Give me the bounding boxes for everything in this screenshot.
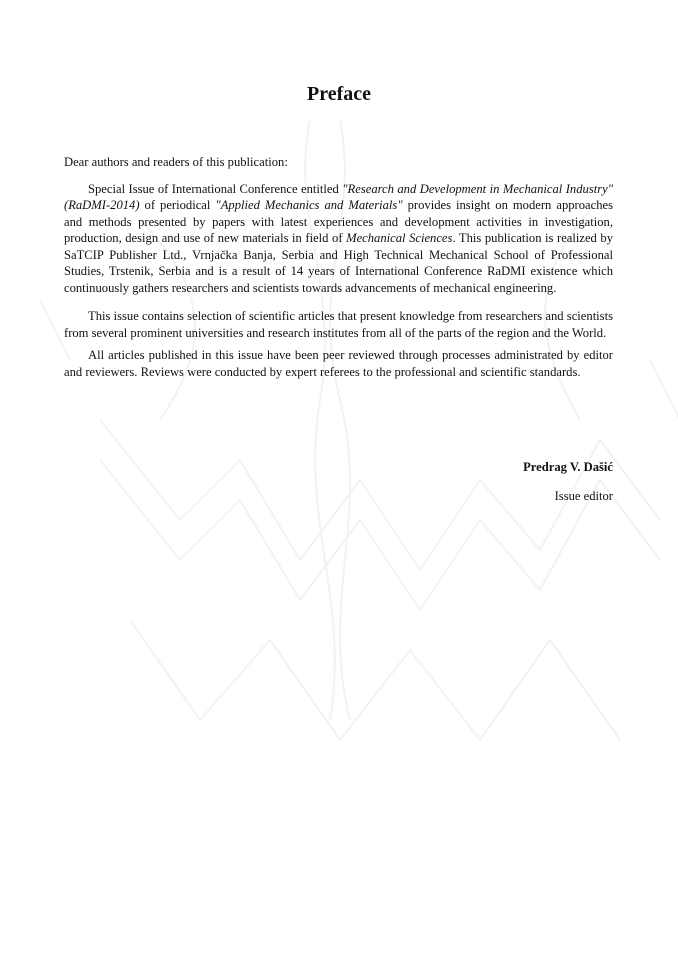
- paragraph-3: All articles published in this issue have been peer reviewed through processes administrated by editor and reviewers. Reviews were conducted by expert referees to the professional and scientific standards.: [64, 348, 613, 379]
- field-name: Mechanical Sciences: [346, 231, 453, 245]
- paragraph-2: This issue contains selection of scientific articles that present knowledge from researchers and scientists from several prominent universities and research institutes from all of the parts of the region and the World.: [64, 309, 613, 340]
- paragraph-1-text-d: . This publication is realized by SaTCIP Publisher Ltd., Vrnjačka Banja, Serbia and High Technical Mechanical School of Professional Studies, Trstenik, Serbia and is a result of 14 years of International Conference RaDMI existence which continuously gathers researchers and scientists towards advancements of mechanical engineering.: [64, 231, 614, 295]
- conference-title: "Research and Development in Mechanical Industry" (RaDMI-2014): [64, 181, 613, 212]
- editor-name: Predrag V. Dašić: [523, 460, 613, 474]
- preface-body: [64, 154, 613, 390]
- page-title: Preface: [306, 83, 372, 105]
- editor-role: Issue editor: [554, 488, 613, 503]
- signature-block: [523, 459, 613, 504]
- paragraph-1-text-a: Special Issue of International Conference entitled: [88, 181, 343, 196]
- paragraph-1: [64, 181, 613, 297]
- paragraph-1-text-c: provides insight on modern approaches and methods presented by papers with latest experiences and development activities in investigation, production, design and use of new materials in field of: [64, 198, 614, 245]
- periodical-title: "Applied Mechanics and Materials": [215, 198, 403, 212]
- paragraph-1-text-b: of periodical: [139, 198, 216, 212]
- greeting: Dear authors and readers of this publication:: [64, 155, 288, 169]
